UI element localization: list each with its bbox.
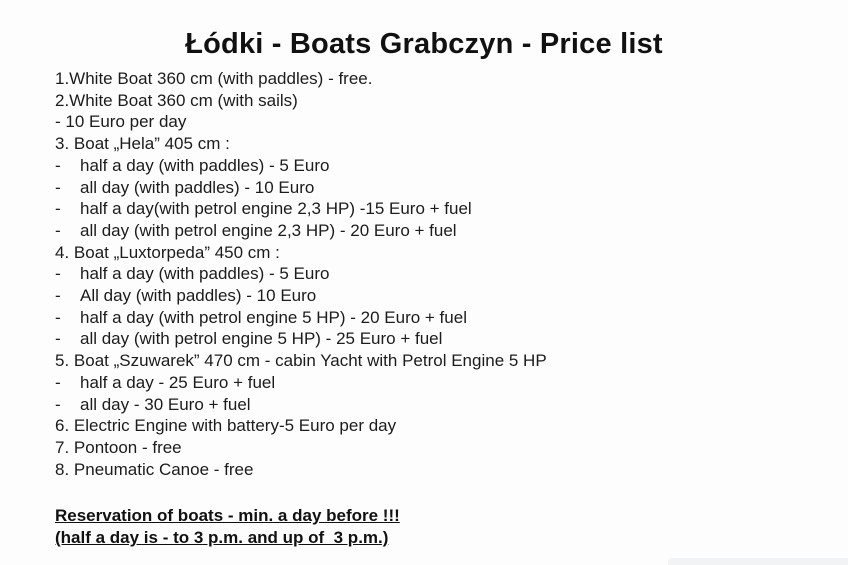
price-list-line: - 10 Euro per day <box>55 112 187 132</box>
bullet-dash: - <box>55 199 61 219</box>
price-list-line: 6. Electric Engine with battery-5 Euro per day <box>55 416 397 436</box>
reservation-note-line2: (half a day is - to 3 p.m. and up of 3 p.m.) <box>55 528 389 547</box>
price-list-bullet-line <box>55 307 828 329</box>
bullet-dash: - <box>55 372 61 392</box>
bullet-text: all day - 30 Euro + fuel <box>80 394 251 414</box>
price-list-line: 3. Boat „Hela” 405 cm : <box>55 134 230 154</box>
bullet-dash: - <box>55 220 61 240</box>
price-list-bullet-line <box>55 220 828 242</box>
bullet-text: half a day(with petrol engine 2,3 HP) -15 Euro + fuel <box>80 199 472 219</box>
reservation-note <box>55 505 400 549</box>
bullet-text: half a day (with paddles) - 5 Euro <box>80 264 330 284</box>
reservation-note-line1: Reservation of boats - min. a day before !!! <box>55 506 400 525</box>
price-list-bullet-line <box>55 394 828 416</box>
bullet-text: half a day (with petrol engine 5 HP) - 20 Euro + fuel <box>80 307 467 327</box>
price-list-bullet-line <box>55 372 828 394</box>
bullet-text: half a day (with paddles) - 5 Euro <box>80 155 330 175</box>
bullet-text: All day (with paddles) - 10 Euro <box>80 286 317 306</box>
bullet-dash: - <box>55 307 61 327</box>
price-list-bullet-line <box>55 198 828 220</box>
price-list-line: 1.White Boat 360 cm (with paddles) - free. <box>55 69 373 88</box>
bullet-text: half a day - 25 Euro + fuel <box>80 372 276 392</box>
bullet-text: all day (with petrol engine 5 HP) - 25 Euro + fuel <box>80 329 443 349</box>
bullet-text: all day (with paddles) - 10 Euro <box>80 177 315 197</box>
bottom-edge-bar <box>668 558 848 565</box>
price-list-line: 5. Boat „Szuwarek” 470 cm - cabin Yacht with Petrol Engine 5 HP <box>55 351 547 371</box>
page-title: Łódki - Boats Grabczyn - Price list <box>185 28 663 60</box>
price-list-bullet-line <box>55 263 828 285</box>
bullet-dash: - <box>55 286 61 306</box>
price-list-line: 4. Boat „Luxtorpeda” 450 cm : <box>55 242 280 262</box>
price-list-bullet-line <box>55 177 828 199</box>
price-list-bullet-line <box>55 155 828 177</box>
price-list-bullet-line <box>55 328 828 350</box>
bullet-dash: - <box>55 394 61 414</box>
bullet-dash: - <box>55 264 61 284</box>
bullet-dash: - <box>55 155 61 175</box>
bullet-dash: - <box>55 177 61 197</box>
bullet-text: all day (with petrol engine 2,3 HP) - 20 Euro + fuel <box>80 220 457 240</box>
price-list-bullet-line <box>55 285 828 307</box>
price-list-line: 7. Pontoon - free <box>55 437 182 457</box>
price-list <box>55 68 828 480</box>
bullet-dash: - <box>55 329 61 349</box>
price-list-line: 8. Pneumatic Canoe - free <box>55 459 254 479</box>
price-list-line: 2.White Boat 360 cm (with sails) <box>55 90 298 110</box>
